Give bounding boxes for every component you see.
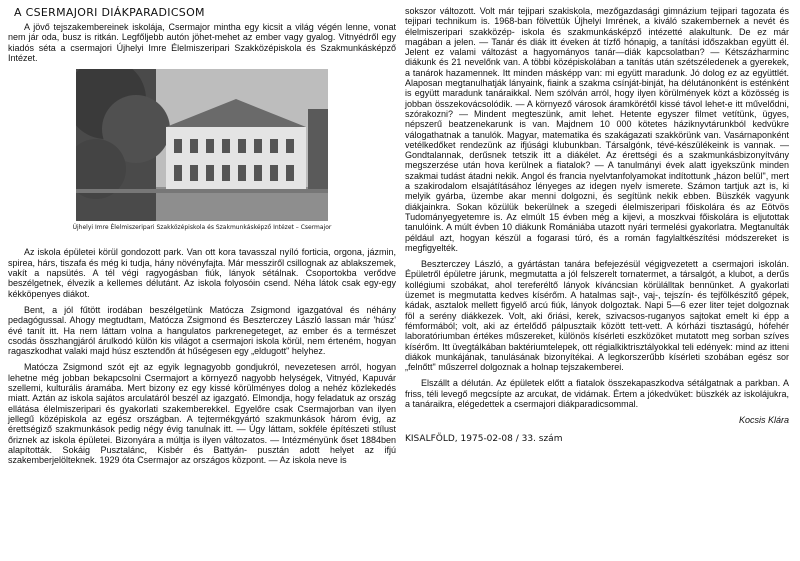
paragraph-office: Bent, a jól fűtött irodában beszélgetünk Matócza Zsigmond igazgatóval és néhány pedagógussal. Ahogy megtudtam, Matócza Zsigmond és Beszterczey László lassan már 'húsz' évé tanít itt. Ha nem láttam volna a hangulatos parkrenegeteget, az ember és a természet csodás összhangjáról árulkodó külön kis világot a csermajori iskola körül, nem érteném, hogyan ragaszkodhat valaki majd húsz esztendőn át hűségesen egy „eldugott" helyhez. — [8, 304, 396, 357]
paragraph-intro: A jövő tejszakembereinek iskolája, Csermajor mintha egy kicsit a világ végén lenne, vonat nem jár oda, busz is ritkán. Legfőljebb autón jöhet-mehet az ember vagy gyalog. Vitnyédről egy kiadós séta a csermajori Újhelyi Imre Élelmiszeripari Szakközépiskola és Szakmunkásképző Intézet. — [8, 22, 396, 63]
right-column — [405, 6, 789, 444]
author-signature: Kocsis Klára — [738, 415, 789, 426]
paragraph-closing: Elszállt a délután. Az épületek előtt a fiatalok összekapaszkodva sétálgatnak a parkban. A friss, téli levegő megcsípte az arcukat, de vidámak. Értem a jókedvüket: büszkék az iskolájukra, a tanáraikra, elégedettek a csermajori diákparadicsommal. — [405, 378, 789, 409]
paragraph-tour: Beszterczey László, a gyártástan tanára befejezésül végigvezetett a csermajori iskolán. Épületről épületre járunk, megmutatta a jól felszerelt tornatermet, a társalgót, a klubot, a derűs kollégiumi szobákat, ahol tereferéltő lányok kíváncsian körülálltak bennünket. A gyakorlati üzemet is megmutatta kedves kísérőm. A hatalmas sajt-, vaj-, tejszín- és tejfölkészítő gépek, kádak, asztalok mellett figyelő arcú fiúk, lányok dolgoztak. Napi 5—6 ezer liter tejet dolgoznak föl a serény diákkezek. Volt, aki őriási, kerek, szivacsos-ruganyos sajtokat emelt ki épp a fémformából; volt, aki az értelődő pálpusztaik között tett-vett. A kórházi tisztaságú, hófehér laboratóriumban értékes műszereket, különös kísérleti eszközöket mutatott meg sorban szíves kísérőm. Itt üvegtálkában baktériumtelepek, ott régialkiktrisztályokkal teli edények: mind az itteni diákok munkájának, tanulásának bizonyítékai. A legkorszerűbb kísérleti szobában egész sor „felnőtt" műszerrel dolgoznak a holnap tejszakemberei. — [405, 259, 789, 373]
school-building-photo — [76, 69, 328, 221]
photo-caption: Újhelyi Imre Élelmiszeripari Szakközépiskola és Szakmunkásképző Intézet – Csermajor — [72, 224, 332, 232]
left-column — [8, 22, 396, 471]
paragraph-interview: sokszor változott. Volt már tejipari szakiskola, mezőgazdasági gimnázium tejipari tagozata és tejipari technikum is. 1968-ban fölvettük Újhelyi Imrének, a kiváló szakembernek a nevét és élelmiszeripari szakközép- iskola és szakmunkásképző intézetté alakultunk. De ez már magában a jelen. — Tanár és diák itt éveken át tízfő hónapig, a tanítási időszakban együtt él. Jelent ez valami változást a hagyományos tanár—diák kapcsolatban? — Kétszázharminc diákunk és 21 nevelőnk van. A többi középiskolában a tanítás után szétszéledenek a gyerekek, a tanárok hazamennek. Itt minden másképp van: mi együtt maradunk. Jó dolog ez az együttlét. Alaposan megtanulhatják lányaink, fiaink a szakma csínját-binját, ha délutánonként is esténként is együtt maradunk tanáraikkal. Nem szólván arról, hogy ilyen körülmények közt a közösség is jobban összekovácsolódik. — A környező városok áramkörétől kissé távol lehet-e itt művelődni, szórakozni? — Mindent megteszünk, amit lehet. Hetente egyszer filmet vetítünk, ügyes, népszerű beatzenekarunk is van. Majdnem 10 000 kötetes háziknyvtárunkból kedvükre válogathatnak a tanulók. Magyar, matematika és szakágazati szakkörünk van. Vasárnaponként vetélkedőket rendezünk az ifjúsági klubunkban. Társalgónk, tévé-készülékeink is vannak. — Gondtalannak, derűsnek tetszik itt a diákélet. Az érettségi és a szakmunkásbizonyítvány megszerzése után hova kerülnek a fiatalok? — A tanulmányi évek alatt igyekszünk minden szakmai tudást átadni nekik. Angol és francia nyelvtanfolyamokat indítottunk „házon belül", mert a szakirodalom elsajátításához lényeges az idegen nyelv ismerete. Számon tartjuk azt is, ki melyik gyárba, üzembe akar menni dolgozni, és segítünk nekik ebben. Büszkék vagyunk diákjainkra. Sokan közülük bekerülnek a szegedi élelmiszeripari főiskolára és az Eötvös Tudományegyetemre is. Az elmúlt 15 évben még a kijevi, a moszkvai főiskolára is eljutottak tanulóink. A múlt évben 10 diákunk Romániába utazott nyári termelési gyakorlatra. Megtanulták például azt, hogyan készül a fogarasi túró, és a román fagylaltkészítési módszereket is megfigyelték. — [405, 6, 789, 253]
article-title: A CSERMAJORI DIÁKPARADICSOM — [14, 6, 205, 19]
source-citation: KISALFÖLD, 1975-02-08 / 33. szám — [405, 433, 563, 444]
school-building-illustration — [76, 69, 328, 221]
paragraph-director: Matócza Zsigmond szót ejt az egyik legnagyobb gondjukról, nevezetesen arról, hogyan lehetne még jobban bekapcsolni Csermajort a környező nagyobb helységek, Vitnyéd, Kapuvár szellemi, kulturális áramába. Mert bizony ez egy kissé körülményes dolog a nehéz közlekedés miatt. Aztán az iskola sajátos arculatáról beszél az igazgató. Elmondja, hogy feladatuk az ország ellátása élelmiszeripari és gyakorlati szakemberekkel. Egyelőre csak Csermajorban van ilyen jellegű középiskola az egész országban. A tejtermékgyártó szakmunkások három évig, az érettségiző szakmunkások pedig négy évig tanulnak itt. — Úgy láttam, sokféle építészeti stílust őriznek az iskola épületei. Bizonyára a múltja is ilyen változatos. — Intézményünk őset 1884ben alapították. Sokáig Pusztalánc, Kisbér és Battyán- pusztán adott helyet az ifjú szakemberjelölteknek. 1929 óta Csermajor az országos központ. — Az iskola neve is — [8, 362, 396, 466]
paragraph-park: Az iskola épületei körül gondozott park. Van ott kora tavasszal nyíló forticia, orgona, jázmin, spirea, hárs, tiszafa és még ki tudja, hány növényfajta. Már messziről csillognak az ablakszemek, vakít a napsütés. A tél végi ragyogásban fiúk, lányok sétálnak. Csoportokba verődve beszélgetnek, élvezik a kellemes délutánt. Az iskola folyosóin csend. Néha látok csak egy-egy kékköpenyes diákot. — [8, 247, 396, 299]
